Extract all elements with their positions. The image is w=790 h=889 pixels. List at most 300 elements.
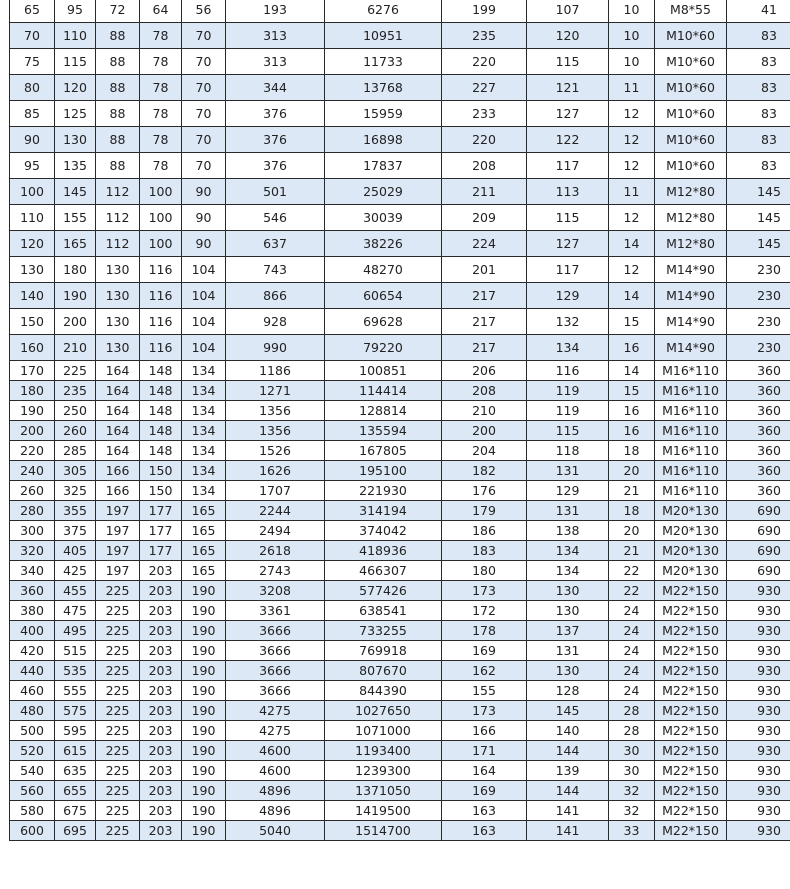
table-cell: 313: [226, 23, 325, 49]
table-cell: 930: [727, 701, 790, 721]
table-cell: 65: [10, 0, 55, 23]
table-cell: 3666: [226, 621, 325, 641]
table-cell: 190: [182, 801, 226, 821]
table-cell: 115: [527, 49, 609, 75]
table-cell: 11: [609, 75, 655, 101]
table-row: [10, 561, 790, 581]
table-cell: 135594: [325, 421, 442, 441]
table-cell: 88: [96, 101, 140, 127]
table-cell: 110: [55, 23, 96, 49]
table-cell: 41: [727, 0, 790, 23]
table-cell: 144: [527, 781, 609, 801]
table-cell: 78: [140, 75, 182, 101]
table-cell: 83: [727, 101, 790, 127]
table-cell: 260: [55, 421, 96, 441]
table-cell: 1707: [226, 481, 325, 501]
table-cell: 4896: [226, 781, 325, 801]
table-cell: 4600: [226, 761, 325, 781]
table-cell: 4275: [226, 701, 325, 721]
table-cell: M22*150: [655, 821, 727, 841]
table-cell: 360: [727, 381, 790, 401]
table-cell: 134: [182, 421, 226, 441]
table-cell: 20: [609, 461, 655, 481]
table-cell: 177: [140, 541, 182, 561]
table-row: [10, 681, 790, 701]
table-cell: 163: [442, 821, 527, 841]
table-cell: 190: [182, 701, 226, 721]
table-cell: 480: [10, 701, 55, 721]
table-cell: 190: [182, 761, 226, 781]
table-cell: 4896: [226, 801, 325, 821]
table-cell: 173: [442, 701, 527, 721]
table-cell: 21: [609, 481, 655, 501]
table-cell: 148: [140, 381, 182, 401]
table-row: [10, 461, 790, 481]
table-cell: 148: [140, 401, 182, 421]
table-cell: 360: [727, 361, 790, 381]
table-cell: 169: [442, 781, 527, 801]
table-cell: 197: [96, 561, 140, 581]
table-row: [10, 361, 790, 381]
table-cell: 164: [96, 361, 140, 381]
table-cell: 14: [609, 361, 655, 381]
table-cell: M8*55: [655, 0, 727, 23]
table-cell: 208: [442, 153, 527, 179]
table-cell: M22*150: [655, 721, 727, 741]
table-cell: 138: [527, 521, 609, 541]
table-cell: M16*110: [655, 401, 727, 421]
table-cell: 209: [442, 205, 527, 231]
table-cell: 190: [182, 721, 226, 741]
table-cell: 33: [609, 821, 655, 841]
table-cell: 376: [226, 101, 325, 127]
table-cell: 145: [527, 701, 609, 721]
table-cell: 930: [727, 661, 790, 681]
table-cell: 132: [527, 309, 609, 335]
table-cell: 180: [10, 381, 55, 401]
table-cell: 199: [442, 0, 527, 23]
table-cell: 360: [727, 481, 790, 501]
table-cell: 48270: [325, 257, 442, 283]
table-cell: 24: [609, 601, 655, 621]
table-row: [10, 283, 790, 309]
table-cell: 14: [609, 231, 655, 257]
table-cell: 10: [609, 0, 655, 23]
table-cell: 460: [10, 681, 55, 701]
table-cell: 695: [55, 821, 96, 841]
table-cell: 235: [55, 381, 96, 401]
table-cell: M22*150: [655, 701, 727, 721]
table-cell: 12: [609, 127, 655, 153]
table-cell: 690: [727, 561, 790, 581]
table-row: [10, 741, 790, 761]
table-cell: 83: [727, 153, 790, 179]
table-cell: 78: [140, 49, 182, 75]
table-cell: 635: [55, 761, 96, 781]
table-cell: 30: [609, 741, 655, 761]
table-cell: 116: [140, 309, 182, 335]
table-cell: 224: [442, 231, 527, 257]
table-row: [10, 621, 790, 641]
table-cell: 100: [140, 179, 182, 205]
table-cell: 129: [527, 481, 609, 501]
table-cell: 203: [140, 761, 182, 781]
table-cell: 83: [727, 75, 790, 101]
table-cell: 155: [442, 681, 527, 701]
table-cell: 203: [140, 741, 182, 761]
table-cell: M10*60: [655, 127, 727, 153]
table-cell: 130: [96, 283, 140, 309]
table-cell: 148: [140, 441, 182, 461]
table-cell: 540: [10, 761, 55, 781]
table-cell: 225: [96, 581, 140, 601]
table-cell: 580: [10, 801, 55, 821]
table-cell: 21: [609, 541, 655, 561]
table-cell: 16898: [325, 127, 442, 153]
table-cell: 145: [55, 179, 96, 205]
table-cell: 930: [727, 821, 790, 841]
table-cell: 230: [727, 335, 790, 361]
table-cell: 95: [55, 0, 96, 23]
table-row: [10, 101, 790, 127]
table-cell: 10: [609, 23, 655, 49]
table-cell: 210: [55, 335, 96, 361]
table-cell: 28: [609, 701, 655, 721]
table-cell: 112: [96, 231, 140, 257]
table-row: [10, 257, 790, 283]
table-cell: 165: [182, 561, 226, 581]
table-cell: 20: [609, 521, 655, 541]
table-cell: 225: [96, 781, 140, 801]
table-cell: 112: [96, 205, 140, 231]
table-row: [10, 521, 790, 541]
table-row: [10, 309, 790, 335]
table-cell: 22: [609, 561, 655, 581]
table-cell: 112: [96, 179, 140, 205]
table-cell: 134: [527, 335, 609, 361]
table-cell: 56: [182, 0, 226, 23]
table-cell: 535: [55, 661, 96, 681]
table-row: [10, 441, 790, 461]
table-cell: 250: [55, 401, 96, 421]
table-cell: 225: [96, 701, 140, 721]
table-cell: 1071000: [325, 721, 442, 741]
table-cell: 25029: [325, 179, 442, 205]
table-cell: 12: [609, 257, 655, 283]
table-row: [10, 421, 790, 441]
table-cell: M20*130: [655, 521, 727, 541]
table-cell: 1186: [226, 361, 325, 381]
table-cell: 130: [96, 309, 140, 335]
table-cell: 134: [182, 381, 226, 401]
table-cell: 233: [442, 101, 527, 127]
table-cell: 225: [96, 601, 140, 621]
table-cell: 160: [10, 335, 55, 361]
table-cell: 227: [442, 75, 527, 101]
table-cell: 134: [182, 461, 226, 481]
table-cell: 235: [442, 23, 527, 49]
table-cell: 203: [140, 641, 182, 661]
table-cell: 83: [727, 49, 790, 75]
table-cell: 16: [609, 401, 655, 421]
table-cell: 83: [727, 23, 790, 49]
table-cell: 3666: [226, 661, 325, 681]
table-cell: 116: [140, 335, 182, 361]
table-cell: M22*150: [655, 801, 727, 821]
table-cell: 120: [527, 23, 609, 49]
table-cell: 930: [727, 761, 790, 781]
table-cell: 225: [96, 761, 140, 781]
table-cell: 225: [96, 801, 140, 821]
table-cell: 501: [226, 179, 325, 205]
table-cell: 131: [527, 501, 609, 521]
table-row: [10, 761, 790, 781]
table-cell: 193: [226, 0, 325, 23]
table-cell: 128: [527, 681, 609, 701]
table-cell: 380: [10, 601, 55, 621]
table-cell: 70: [182, 153, 226, 179]
table-cell: M12*80: [655, 231, 727, 257]
table-row: [10, 821, 790, 841]
table-cell: M14*90: [655, 283, 727, 309]
table-cell: 173: [442, 581, 527, 601]
table-cell: 90: [182, 231, 226, 257]
table-cell: 170: [10, 361, 55, 381]
table-cell: 203: [140, 621, 182, 641]
table-cell: 230: [727, 309, 790, 335]
table-cell: 1526: [226, 441, 325, 461]
table-cell: 134: [527, 541, 609, 561]
table-cell: 2743: [226, 561, 325, 581]
table-cell: 240: [10, 461, 55, 481]
spec-table-body: [10, 0, 790, 841]
table-cell: 930: [727, 781, 790, 801]
table-cell: 22: [609, 581, 655, 601]
table-cell: 85: [10, 101, 55, 127]
table-cell: 145: [727, 179, 790, 205]
table-cell: 119: [527, 401, 609, 421]
table-cell: 90: [10, 127, 55, 153]
table-cell: 12: [609, 153, 655, 179]
table-cell: M12*80: [655, 205, 727, 231]
table-cell: 78: [140, 23, 182, 49]
table-cell: 177: [140, 521, 182, 541]
table-cell: 17837: [325, 153, 442, 179]
table-cell: M10*60: [655, 49, 727, 75]
table-cell: 16: [609, 421, 655, 441]
table-row: [10, 401, 790, 421]
table-cell: 169: [442, 641, 527, 661]
table-cell: 135: [55, 153, 96, 179]
table-cell: 595: [55, 721, 96, 741]
table-cell: 70: [10, 23, 55, 49]
table-cell: 116: [527, 361, 609, 381]
table-cell: 64: [140, 0, 182, 23]
table-cell: M16*110: [655, 421, 727, 441]
table-row: [10, 49, 790, 75]
table-cell: 221930: [325, 481, 442, 501]
table-row: [10, 0, 790, 23]
table-cell: 203: [140, 601, 182, 621]
table-cell: M10*60: [655, 23, 727, 49]
table-row: [10, 541, 790, 561]
table-cell: 122: [527, 127, 609, 153]
table-cell: 115: [527, 205, 609, 231]
table-row: [10, 335, 790, 361]
table-cell: 70: [182, 23, 226, 49]
table-cell: 344: [226, 75, 325, 101]
table-cell: 555: [55, 681, 96, 701]
table-cell: 121: [527, 75, 609, 101]
table-cell: 220: [442, 127, 527, 153]
table-cell: 638541: [325, 601, 442, 621]
table-cell: 6276: [325, 0, 442, 23]
table-cell: 360: [10, 581, 55, 601]
table-cell: 18: [609, 501, 655, 521]
table-cell: 131: [527, 461, 609, 481]
table-cell: 217: [442, 283, 527, 309]
table-cell: 280: [10, 501, 55, 521]
table-cell: 117: [527, 153, 609, 179]
table-cell: 165: [55, 231, 96, 257]
table-cell: 203: [140, 721, 182, 741]
table-cell: 117: [527, 257, 609, 283]
table-cell: 69628: [325, 309, 442, 335]
table-cell: 546: [226, 205, 325, 231]
table-cell: 200: [55, 309, 96, 335]
table-cell: 200: [442, 421, 527, 441]
table-cell: 120: [55, 75, 96, 101]
table-cell: M16*110: [655, 361, 727, 381]
table-row: [10, 641, 790, 661]
table-cell: 130: [96, 335, 140, 361]
table-cell: 930: [727, 721, 790, 741]
table-cell: 314194: [325, 501, 442, 521]
table-cell: 148: [140, 361, 182, 381]
table-cell: 131: [527, 641, 609, 661]
spec-table: [9, 0, 790, 841]
table-cell: 129: [527, 283, 609, 309]
table-cell: 203: [140, 781, 182, 801]
table-cell: 225: [96, 641, 140, 661]
table-cell: 134: [182, 361, 226, 381]
table-cell: 130: [527, 661, 609, 681]
table-cell: 1371050: [325, 781, 442, 801]
table-cell: 320: [10, 541, 55, 561]
table-cell: M22*150: [655, 781, 727, 801]
table-cell: 164: [96, 441, 140, 461]
table-cell: 425: [55, 561, 96, 581]
table-cell: 5040: [226, 821, 325, 841]
table-cell: 113: [527, 179, 609, 205]
table-cell: 141: [527, 821, 609, 841]
table-cell: M16*110: [655, 381, 727, 401]
table-cell: 18: [609, 441, 655, 461]
table-cell: 100: [10, 179, 55, 205]
table-cell: 165: [182, 521, 226, 541]
table-cell: 162: [442, 661, 527, 681]
table-cell: 130: [527, 581, 609, 601]
table-cell: M22*150: [655, 601, 727, 621]
table-cell: 1419500: [325, 801, 442, 821]
table-cell: 374042: [325, 521, 442, 541]
table-cell: 210: [442, 401, 527, 421]
table-cell: 325: [55, 481, 96, 501]
table-cell: 32: [609, 781, 655, 801]
table-cell: 1514700: [325, 821, 442, 841]
table-cell: 200: [10, 421, 55, 441]
table-cell: 285: [55, 441, 96, 461]
table-cell: 148: [140, 421, 182, 441]
table-row: [10, 179, 790, 205]
table-cell: 4275: [226, 721, 325, 741]
table-cell: 376: [226, 153, 325, 179]
table-cell: 24: [609, 681, 655, 701]
table-cell: 134: [182, 401, 226, 421]
table-cell: 140: [10, 283, 55, 309]
table-cell: 104: [182, 335, 226, 361]
table-cell: M22*150: [655, 761, 727, 781]
table-cell: 163: [442, 801, 527, 821]
table-cell: 24: [609, 621, 655, 641]
table-cell: 495: [55, 621, 96, 641]
table-cell: 769918: [325, 641, 442, 661]
table-cell: M16*110: [655, 481, 727, 501]
table-cell: 60654: [325, 283, 442, 309]
table-cell: 107: [527, 0, 609, 23]
table-cell: 930: [727, 741, 790, 761]
table-cell: 88: [96, 23, 140, 49]
table-row: [10, 127, 790, 153]
table-cell: 104: [182, 257, 226, 283]
table-cell: 24: [609, 661, 655, 681]
table-cell: 1239300: [325, 761, 442, 781]
table-cell: 150: [140, 461, 182, 481]
table-cell: 3666: [226, 681, 325, 701]
table-cell: M10*60: [655, 75, 727, 101]
table-row: [10, 601, 790, 621]
table-cell: 197: [96, 541, 140, 561]
table-cell: 190: [182, 641, 226, 661]
table-cell: 743: [226, 257, 325, 283]
table-cell: 560: [10, 781, 55, 801]
table-cell: 100: [140, 205, 182, 231]
table-cell: 125: [55, 101, 96, 127]
table-cell: 230: [727, 257, 790, 283]
table-cell: 217: [442, 309, 527, 335]
table-cell: 1626: [226, 461, 325, 481]
table-cell: 178: [442, 621, 527, 641]
table-cell: 2244: [226, 501, 325, 521]
table-cell: 225: [96, 721, 140, 741]
table-cell: M10*60: [655, 101, 727, 127]
table-cell: 120: [10, 231, 55, 257]
table-cell: 180: [442, 561, 527, 581]
table-cell: 313: [226, 49, 325, 75]
table-cell: 515: [55, 641, 96, 661]
table-cell: 400: [10, 621, 55, 641]
table-cell: 475: [55, 601, 96, 621]
table-cell: M22*150: [655, 741, 727, 761]
table-row: [10, 581, 790, 601]
table-cell: 1193400: [325, 741, 442, 761]
table-row: [10, 23, 790, 49]
table-cell: 203: [140, 581, 182, 601]
table-cell: M10*60: [655, 153, 727, 179]
table-cell: 197: [96, 521, 140, 541]
table-cell: 32: [609, 801, 655, 821]
table-cell: 144: [527, 741, 609, 761]
